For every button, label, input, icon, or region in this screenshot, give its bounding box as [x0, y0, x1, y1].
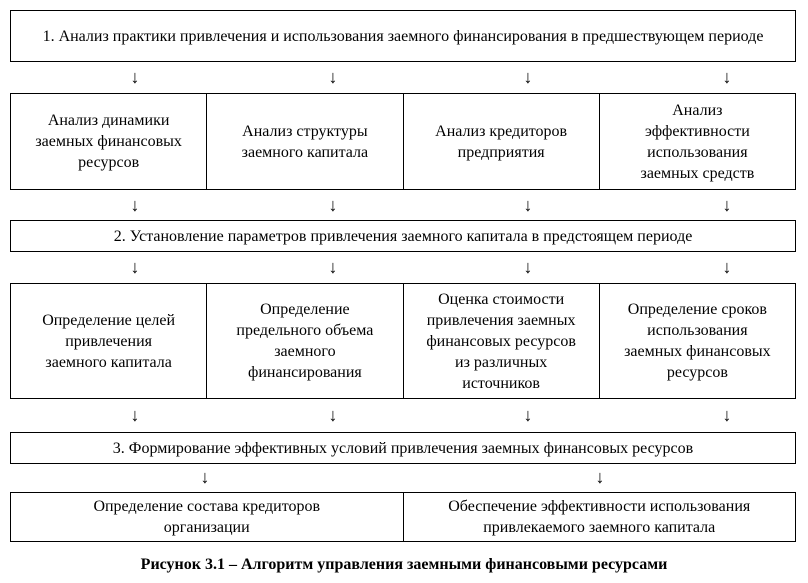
- arrow-down-icon: ↓: [328, 257, 338, 277]
- creditors-composition-cell: Определение состава кредиторов организации: [93, 498, 321, 536]
- arrow-down-icon: ↓: [130, 405, 140, 425]
- arrow-down-icon: ↓: [722, 195, 732, 215]
- analysis-row: [10, 93, 796, 190]
- figure-caption: Рисунок 3.1 – Алгоритм управления заемными финансовыми ресурсами: [140, 556, 668, 573]
- arrow-down-icon: ↓: [595, 467, 605, 487]
- arrow-down-icon: ↓: [523, 257, 533, 277]
- step-2-text: 2. Установление параметров привлечения заемного капитала в предстоящем периоде: [113, 227, 693, 245]
- step-2-box: [10, 220, 796, 252]
- arrow-down-icon: ↓: [722, 257, 732, 277]
- arrow-down-icon: ↓: [328, 67, 338, 87]
- define-goals-cell: Определение целей привлечения заемного капитала: [42, 311, 176, 371]
- step-3-box: [10, 432, 796, 464]
- arrow-down-icon: ↓: [722, 67, 732, 87]
- define-volume-cell: Определение предельного объема заемного финансирования: [206, 284, 402, 398]
- arrow-down-icon: ↓: [130, 195, 140, 215]
- conditions-row: [10, 492, 796, 542]
- define-terms-cell: Определение сроков использования заемных финансовых ресурсов: [599, 284, 795, 398]
- arrow-down-icon: ↓: [130, 67, 140, 87]
- usage-efficiency-cell: Обеспечение эффективности использования привлекаемого заемного капитала: [403, 493, 796, 541]
- arrow-down-icon: ↓: [130, 257, 140, 277]
- step-3-text: 3. Формирование эффективных условий привлечения заемных финансовых ресурсов: [112, 439, 694, 457]
- arrow-down-icon: ↓: [328, 405, 338, 425]
- arrow-down-icon: ↓: [523, 67, 533, 87]
- analysis-creditors-cell: Анализ кредиторов предприятия: [403, 94, 599, 189]
- arrow-down-icon: ↓: [200, 467, 210, 487]
- arrow-down-icon: ↓: [523, 405, 533, 425]
- arrow-down-icon: ↓: [722, 405, 732, 425]
- analysis-efficiency-cell: Анализ эффективности использования заемных средств: [599, 94, 795, 189]
- analysis-structure-cell: Анализ структуры заемного капитала: [206, 94, 402, 189]
- analysis-dynamics-cell: Анализ динамики заемных финансовых ресурсов: [35, 112, 182, 171]
- estimate-cost-cell: Оценка стоимости привлечения заемных финансовых ресурсов из различных источников: [403, 284, 599, 398]
- step-1-text: 1. Анализ практики привлечения и использования заемного финансирования в предшествующем периоде: [42, 27, 764, 45]
- arrow-down-icon: ↓: [523, 195, 533, 215]
- arrow-down-icon: ↓: [328, 195, 338, 215]
- parameters-row: [10, 283, 796, 399]
- step-1-box: [10, 10, 796, 62]
